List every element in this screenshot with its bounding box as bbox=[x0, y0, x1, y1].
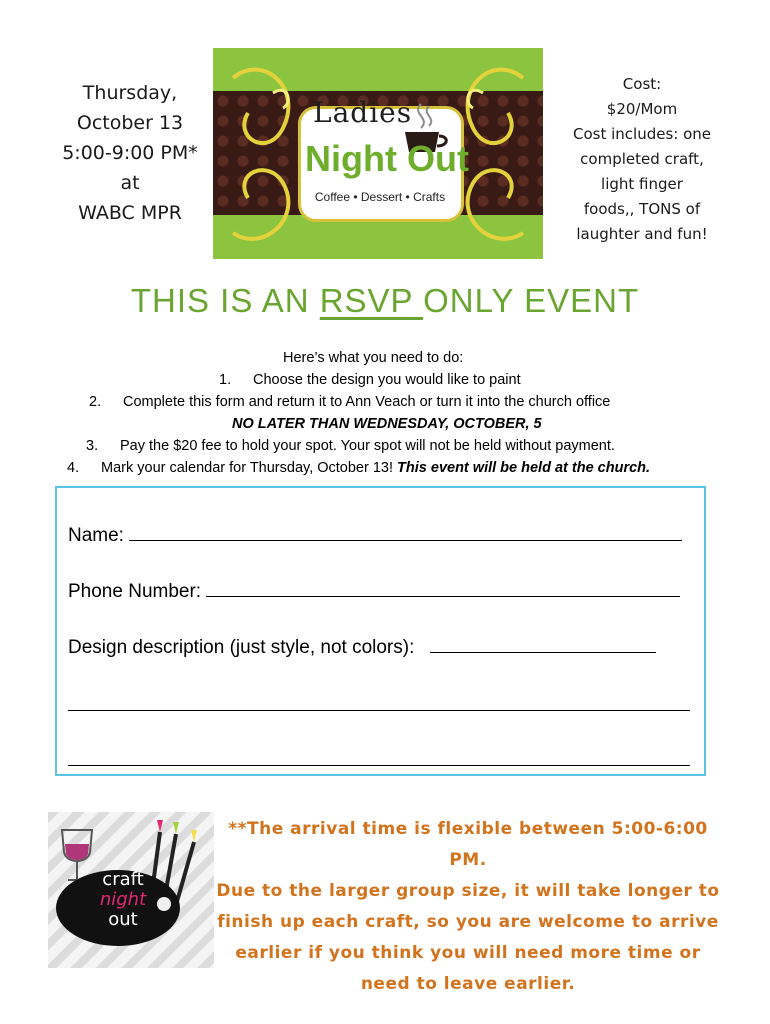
cost-line: Cost includes: one bbox=[572, 125, 711, 143]
arrival-note-line: finish up each craft, so you are welcome to arrive bbox=[217, 912, 719, 932]
step-4-main: Mark your calendar for Thursday, October 13! bbox=[101, 460, 398, 476]
event-location: WABC MPR bbox=[78, 202, 182, 224]
cost-line: laughter and fun! bbox=[576, 225, 708, 243]
arrival-note-line: earlier if you think you will need more time or bbox=[235, 943, 701, 963]
step-4-number: 4. bbox=[67, 460, 80, 476]
brand-night-out: Night Out bbox=[305, 138, 469, 179]
event-at: at bbox=[120, 172, 140, 194]
name-field[interactable] bbox=[129, 522, 682, 541]
craft-logo-text bbox=[88, 870, 158, 930]
arrival-note-line: need to leave earlier. bbox=[360, 974, 576, 994]
cost-line: light finger bbox=[601, 175, 683, 193]
cost-line: foods,, TONS of bbox=[583, 200, 701, 218]
cost-price: $20/Mom bbox=[606, 100, 678, 118]
event-day: Thursday, bbox=[82, 82, 178, 104]
event-details bbox=[30, 78, 230, 228]
craft-night-out-logo bbox=[48, 812, 214, 968]
step-1-number: 1. bbox=[219, 372, 232, 388]
event-time: 5:00-9:00 PM* bbox=[62, 142, 198, 164]
step-2-number: 2. bbox=[89, 394, 102, 410]
design-row bbox=[68, 634, 656, 659]
rsvp-heading-start: THIS IS AN bbox=[130, 282, 320, 319]
phone-label: Phone Number: bbox=[68, 581, 202, 602]
phone-field[interactable] bbox=[206, 578, 680, 597]
name-row bbox=[68, 522, 682, 547]
craft-logo-night: night bbox=[99, 889, 147, 910]
design-label: Design description (just style, not colors): bbox=[68, 637, 415, 658]
phone-row bbox=[68, 578, 680, 603]
ladies-night-out-banner bbox=[213, 48, 543, 259]
design-field-line-2[interactable] bbox=[68, 710, 690, 711]
arrival-note-line: **The arrival time is flexible between 5:00-6:00 PM. bbox=[228, 819, 708, 870]
instructions-intro: Here’s what you need to do: bbox=[283, 350, 464, 366]
design-field-line-3[interactable] bbox=[68, 765, 690, 766]
step-4-emphasis: This event will be held at the church. bbox=[397, 460, 651, 476]
cost-details bbox=[556, 72, 728, 247]
arrival-note bbox=[216, 814, 720, 1000]
step-3-number: 3. bbox=[86, 438, 99, 454]
step-1-text: Choose the design you would like to paint bbox=[253, 372, 521, 388]
design-field[interactable] bbox=[430, 634, 656, 653]
brand-ladies: Ladies bbox=[313, 96, 413, 129]
craft-logo-craft: craft bbox=[102, 869, 144, 890]
step-4-text bbox=[101, 460, 650, 476]
step-3-text: Pay the $20 fee to hold your spot. Your spot will not be held without payment. bbox=[120, 438, 615, 454]
brand-tagline: Coffee • Dessert • Crafts bbox=[314, 190, 446, 204]
cost-heading: Cost: bbox=[622, 75, 662, 93]
cost-line: completed craft, bbox=[580, 150, 704, 168]
craft-logo-out: out bbox=[108, 909, 138, 930]
name-label: Name: bbox=[68, 525, 124, 546]
rsvp-heading bbox=[0, 282, 770, 320]
arrival-note-line: Due to the larger group size, it will take longer to bbox=[216, 881, 720, 901]
step-2-text: Complete this form and return it to Ann Veach or turn it into the church office bbox=[123, 394, 611, 410]
event-date: October 13 bbox=[76, 112, 184, 134]
deadline-text: NO LATER THAN WEDNESDAY, OCTOBER, 5 bbox=[232, 416, 542, 432]
rsvp-heading-end: ONLY EVENT bbox=[423, 282, 640, 319]
rsvp-heading-underlined: RSVP bbox=[319, 282, 424, 319]
